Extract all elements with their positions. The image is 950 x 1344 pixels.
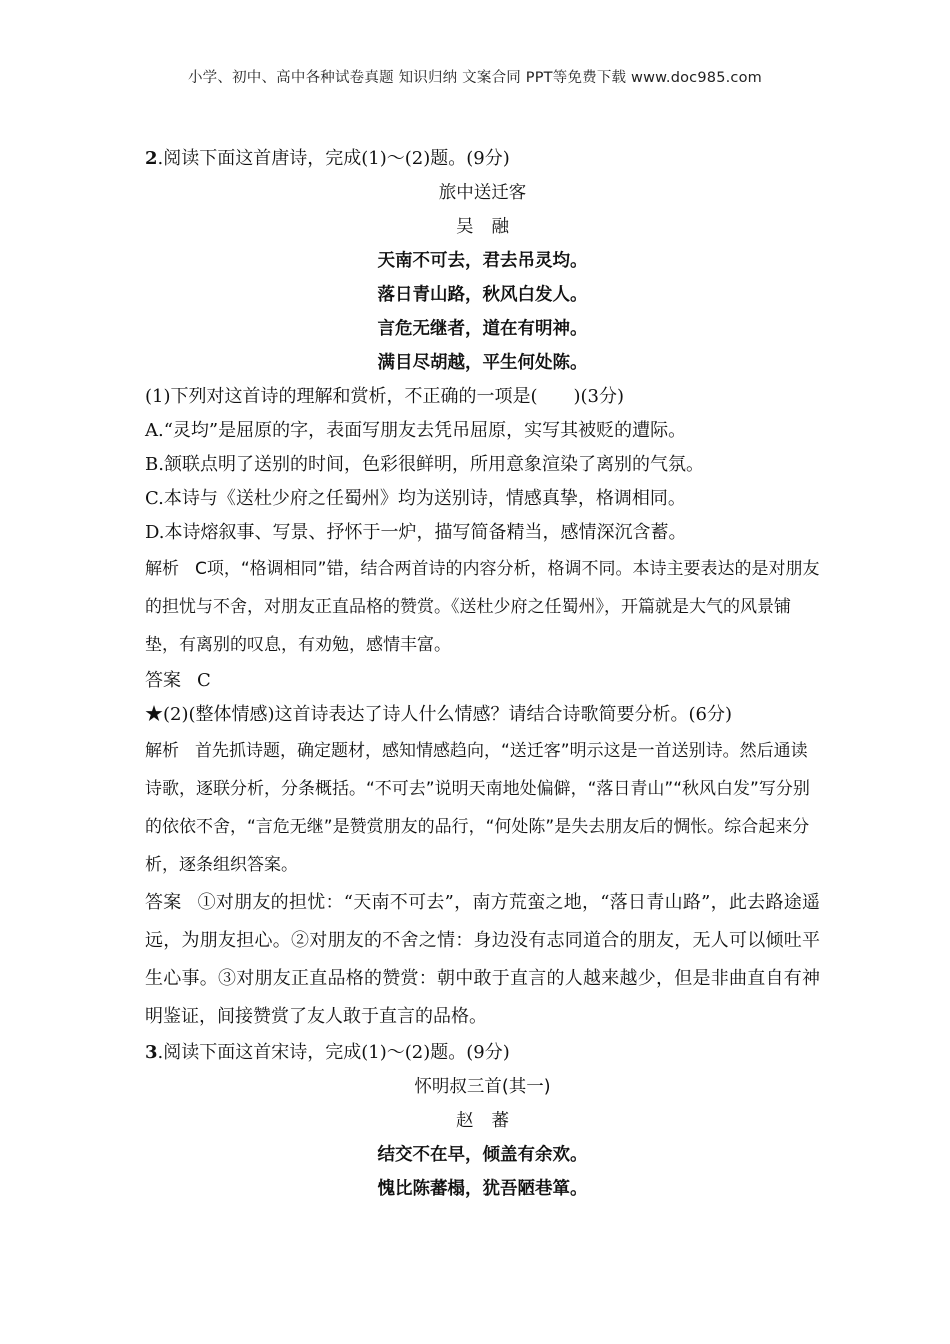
option-d: D.本诗熔叙事、写景、抒怀于一炉，描写简备精当，感情深沉含蓄。 xyxy=(145,522,687,543)
question-number: 2 xyxy=(145,148,158,169)
answer-1 xyxy=(145,664,820,698)
answer-text: ①对朋友的担忧：“天南不可去”，南方荒蛮之地，“落日青山路”，此去路途遥远，为朋友担心。②对朋友的不舍之情：身边没有志同道合的朋友，无人可以倾吐平生心事。③对朋友正直品格的赞赏：朝中敢于直言的人越来越少，但是非曲直自有神明鉴证，间接赞赏了友人敢于直言的品格。 xyxy=(145,892,821,1027)
analysis-text: C项，“格调相同”错，结合两首诗的内容分析，格调不同。本诗主要表达的是对朋友的担忧与不舍，对朋友正直品格的赞赏。《送杜少府之任蜀州》，开篇就是大气的风景铺垫，有离别的叹息，有劝勉，感情丰富。 xyxy=(145,559,820,655)
answer-text: C xyxy=(197,670,211,691)
page-content xyxy=(145,142,820,1206)
sub-question-2-prompt: ★(2)(整体情感)这首诗表达了诗人什么情感？请结合诗歌简要分析。(6分) xyxy=(145,704,733,725)
poem-line: 结交不在早，倾盖有余欢。 xyxy=(377,1145,588,1165)
sub-question-1-prompt: (1)下列对这首诗的理解和赏析，不正确的一项是( )(3分) xyxy=(145,386,625,407)
poem-line: 愧比陈蕃榻，犹吾陋巷箪。 xyxy=(377,1179,588,1199)
question-2-prompt xyxy=(145,142,820,176)
poem-line: 落日青山路，秋风白发人。 xyxy=(377,285,588,305)
analysis-text: 首先抓诗题，确定题材，感知情感趋向，“送迁客”明示这是一首送别诗。然后通读诗歌，逐联分析，分条概括。“不可去”说明天南地处偏僻，“落日青山”“秋风白发”写分别的依依不舍，“言危无继”是赞赏朋友的品行，“何处陈”是失去朋友后的惆怅。综合起来分析，逐条组织答案。 xyxy=(145,741,810,875)
question-text: .阅读下面这首唐诗，完成(1)～(2)题。(9分) xyxy=(157,148,510,169)
option-c: C.本诗与《送杜少府之任蜀州》均为送别诗，情感真挚，格调相同。 xyxy=(145,488,686,509)
poem-line: 满目尽胡越，平生何处陈。 xyxy=(377,353,588,373)
option-b: B.颔联点明了送别的时间，色彩很鲜明，所用意象渲染了离别的气氛。 xyxy=(145,454,704,475)
poem-line: 言危无继者，道在有明神。 xyxy=(377,319,588,339)
question-text: .阅读下面这首宋诗，完成(1)～(2)题。(9分) xyxy=(157,1042,510,1063)
analysis-label: 解析 xyxy=(145,559,179,579)
poem-author: 赵蕃 xyxy=(456,1111,527,1131)
question-number: 3 xyxy=(145,1042,158,1063)
analysis-2 xyxy=(145,732,820,884)
analysis-label: 解析 xyxy=(145,741,179,761)
page-header: 小学、初中、高中各种试卷真题 知识归纳 文案合同 PPT等免费下载 www.doc985.com xyxy=(187,70,763,86)
poem-title: 怀明叔三首(其一) xyxy=(414,1077,551,1097)
poem-line: 天南不可去，君去吊灵均。 xyxy=(377,251,588,271)
analysis-1 xyxy=(145,550,820,664)
answer-label: 答案 xyxy=(145,670,181,691)
question-3-prompt xyxy=(145,1036,820,1070)
poem-title: 旅中送迁客 xyxy=(438,183,527,203)
poem-author: 吴融 xyxy=(456,217,527,237)
answer-label: 答案 xyxy=(145,892,182,913)
option-a: A.“灵均”是屈原的字，表面写朋友去凭吊屈原，实写其被贬的遭际。 xyxy=(145,420,687,441)
answer-2 xyxy=(145,884,820,1036)
